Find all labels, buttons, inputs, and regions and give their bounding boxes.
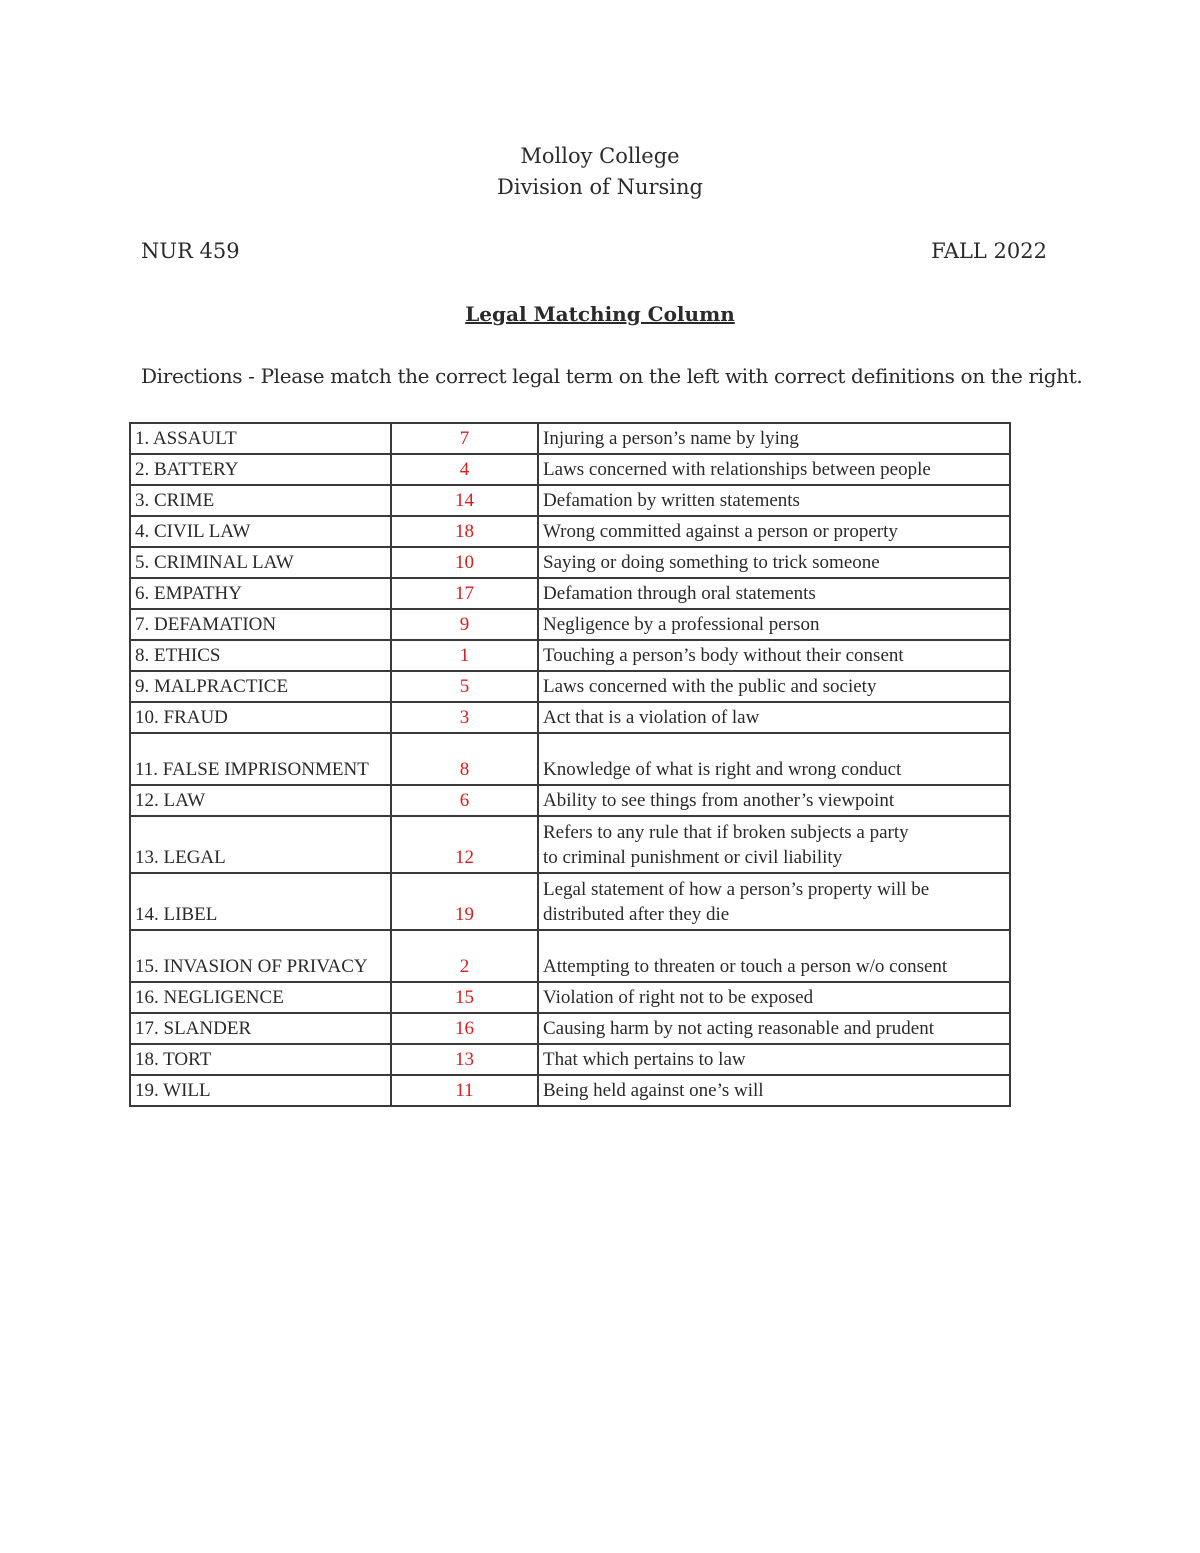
table-row bbox=[130, 454, 1010, 485]
answer-cell: 6 bbox=[391, 785, 538, 816]
definition-line: Defamation by written statements bbox=[543, 490, 800, 511]
legal-term-cell: 14. LIBEL bbox=[130, 873, 391, 930]
definition-line: to criminal punishment or civil liability bbox=[543, 847, 843, 868]
answer-cell: 13 bbox=[391, 1044, 538, 1075]
definition-line: Legal statement of how a person’s property will be bbox=[543, 879, 930, 900]
table-row bbox=[130, 785, 1010, 816]
definition-line: Laws concerned with the public and society bbox=[543, 676, 877, 697]
definition-cell bbox=[538, 516, 1010, 547]
table-row bbox=[130, 733, 1010, 785]
definition-cell bbox=[538, 873, 1010, 930]
definition-line: That which pertains to law bbox=[543, 1049, 746, 1070]
table-row bbox=[130, 982, 1010, 1013]
definition-line: Causing harm by not acting reasonable and prudent bbox=[543, 1018, 934, 1039]
table-row bbox=[130, 423, 1010, 454]
answer-cell: 5 bbox=[391, 671, 538, 702]
table-row bbox=[130, 516, 1010, 547]
answer-cell: 19 bbox=[391, 873, 538, 930]
definition-cell bbox=[538, 982, 1010, 1013]
definition-line: Ability to see things from another’s viewpoint bbox=[543, 790, 895, 811]
answer-cell: 4 bbox=[391, 454, 538, 485]
legal-term-cell: 2. BATTERY bbox=[130, 454, 391, 485]
definition-line: distributed after they die bbox=[543, 904, 730, 925]
legal-term-cell: 1. ASSAULT bbox=[130, 423, 391, 454]
course-code: NUR 459 bbox=[141, 239, 240, 263]
definition-line: Act that is a violation of law bbox=[543, 707, 760, 728]
table-row bbox=[130, 547, 1010, 578]
answer-cell: 16 bbox=[391, 1013, 538, 1044]
legal-term-cell: 11. FALSE IMPRISONMENT bbox=[130, 733, 391, 785]
legal-term-cell: 16. NEGLIGENCE bbox=[130, 982, 391, 1013]
table-row bbox=[130, 640, 1010, 671]
definition-cell bbox=[538, 547, 1010, 578]
definition-cell bbox=[538, 702, 1010, 733]
definition-line: Refers to any rule that if broken subjects a party bbox=[543, 822, 909, 843]
definition-line: Laws concerned with relationships between people bbox=[543, 459, 931, 480]
definition-cell bbox=[538, 671, 1010, 702]
definition-cell bbox=[538, 733, 1010, 785]
definition-cell bbox=[538, 578, 1010, 609]
table-row bbox=[130, 702, 1010, 733]
definition-line: Defamation through oral statements bbox=[543, 583, 816, 604]
answer-cell: 9 bbox=[391, 609, 538, 640]
table-row bbox=[130, 1075, 1010, 1106]
table-row bbox=[130, 609, 1010, 640]
legal-term-cell: 6. EMPATHY bbox=[130, 578, 391, 609]
table-row bbox=[130, 930, 1010, 982]
college-name: Molloy College bbox=[520, 144, 680, 168]
answer-cell: 15 bbox=[391, 982, 538, 1013]
matching-table bbox=[129, 422, 1011, 1107]
legal-term-cell: 4. CIVIL LAW bbox=[130, 516, 391, 547]
legal-term-cell: 18. TORT bbox=[130, 1044, 391, 1075]
answer-cell: 10 bbox=[391, 547, 538, 578]
answer-cell: 18 bbox=[391, 516, 538, 547]
table-row bbox=[130, 578, 1010, 609]
answer-cell: 8 bbox=[391, 733, 538, 785]
definition-line: Knowledge of what is right and wrong conduct bbox=[543, 759, 902, 780]
table-row bbox=[130, 1013, 1010, 1044]
division-name: Division of Nursing bbox=[497, 175, 703, 199]
legal-term-cell: 10. FRAUD bbox=[130, 702, 391, 733]
legal-term-cell: 8. ETHICS bbox=[130, 640, 391, 671]
legal-term-cell: 13. LEGAL bbox=[130, 816, 391, 873]
page-title: Legal Matching Column bbox=[465, 302, 735, 326]
definition-cell bbox=[538, 640, 1010, 671]
table-row bbox=[130, 1044, 1010, 1075]
answer-cell: 7 bbox=[391, 423, 538, 454]
legal-term-cell: 19. WILL bbox=[130, 1075, 391, 1106]
definition-line: Touching a person’s body without their consent bbox=[543, 645, 904, 666]
table-row bbox=[130, 873, 1010, 930]
definition-cell bbox=[538, 609, 1010, 640]
definition-cell bbox=[538, 785, 1010, 816]
definition-cell bbox=[538, 1013, 1010, 1044]
definition-cell bbox=[538, 1075, 1010, 1106]
table-row bbox=[130, 485, 1010, 516]
definition-cell bbox=[538, 930, 1010, 982]
directions-text: Directions - Please match the correct legal term on the left with correct definitions on the right. bbox=[141, 364, 1083, 388]
definition-line: Saying or doing something to trick someone bbox=[543, 552, 880, 573]
legal-term-cell: 5. CRIMINAL LAW bbox=[130, 547, 391, 578]
legal-term-cell: 17. SLANDER bbox=[130, 1013, 391, 1044]
definition-line: Negligence by a professional person bbox=[543, 614, 820, 635]
course-term: FALL 2022 bbox=[931, 239, 1047, 263]
definition-line: Violation of right not to be exposed bbox=[543, 987, 814, 1008]
definition-cell bbox=[538, 816, 1010, 873]
definition-line: Wrong committed against a person or property bbox=[543, 521, 898, 542]
answer-cell: 3 bbox=[391, 702, 538, 733]
answer-cell: 2 bbox=[391, 930, 538, 982]
legal-term-cell: 12. LAW bbox=[130, 785, 391, 816]
answer-cell: 17 bbox=[391, 578, 538, 609]
matching-table-body bbox=[130, 423, 1010, 1106]
definition-cell bbox=[538, 1044, 1010, 1075]
definition-line: Attempting to threaten or touch a person w/o consent bbox=[543, 956, 948, 977]
answer-cell: 14 bbox=[391, 485, 538, 516]
definition-line: Injuring a person’s name by lying bbox=[543, 428, 799, 449]
answer-cell: 12 bbox=[391, 816, 538, 873]
answer-cell: 11 bbox=[391, 1075, 538, 1106]
legal-term-cell: 9. MALPRACTICE bbox=[130, 671, 391, 702]
definition-line: Being held against one’s will bbox=[543, 1080, 764, 1101]
table-row bbox=[130, 816, 1010, 873]
definition-cell bbox=[538, 485, 1010, 516]
legal-term-cell: 7. DEFAMATION bbox=[130, 609, 391, 640]
legal-term-cell: 15. INVASION OF PRIVACY bbox=[130, 930, 391, 982]
answer-cell: 1 bbox=[391, 640, 538, 671]
definition-cell bbox=[538, 454, 1010, 485]
table-row bbox=[130, 671, 1010, 702]
legal-term-cell: 3. CRIME bbox=[130, 485, 391, 516]
definition-cell bbox=[538, 423, 1010, 454]
course-info-row bbox=[141, 237, 1047, 265]
